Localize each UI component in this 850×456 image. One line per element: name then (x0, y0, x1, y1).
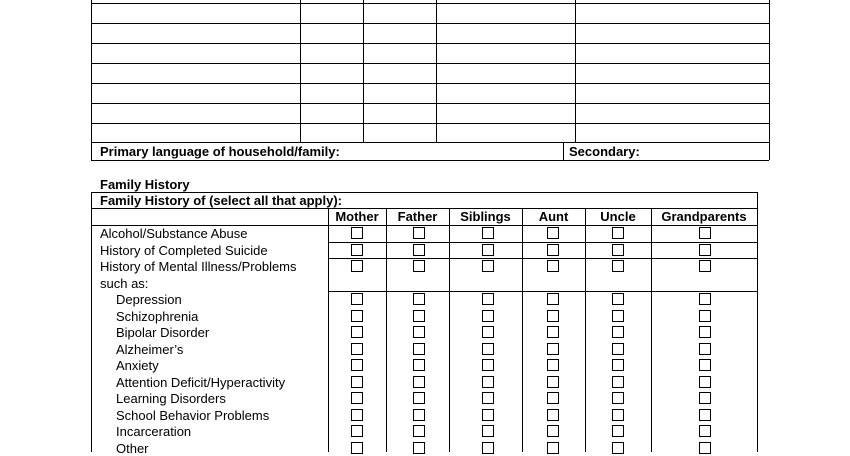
checkbox-mother[interactable] (351, 409, 363, 421)
checkbox-uncle[interactable] (612, 409, 624, 421)
row-label: Schizophrenia (116, 309, 199, 324)
family-history-title: Family History (100, 177, 190, 192)
column-header-mother: Mother (335, 209, 379, 224)
checkbox-father[interactable] (413, 425, 425, 437)
row-label: Learning Disorders (116, 391, 226, 406)
checkbox-uncle[interactable] (612, 310, 624, 322)
checkbox-uncle[interactable] (612, 392, 624, 404)
checkbox-uncle[interactable] (612, 442, 624, 454)
checkbox-siblings[interactable] (482, 409, 494, 421)
checkbox-aunt[interactable] (547, 227, 559, 239)
checkbox-grandparents[interactable] (699, 326, 711, 338)
checkbox-father[interactable] (413, 343, 425, 355)
checkbox-aunt[interactable] (547, 425, 559, 437)
row-label: Alcohol/Substance Abuse (100, 226, 248, 241)
checkbox-mother[interactable] (351, 359, 363, 371)
checkbox-aunt[interactable] (547, 260, 559, 272)
column-header-uncle: Uncle (600, 209, 636, 224)
row-label: Alzheimer’s (116, 342, 184, 357)
checkbox-aunt[interactable] (547, 343, 559, 355)
checkbox-father[interactable] (413, 227, 425, 239)
checkbox-mother[interactable] (351, 343, 363, 355)
checkbox-aunt[interactable] (547, 310, 559, 322)
checkbox-father[interactable] (413, 409, 425, 421)
primary-language-label: Primary language of household/family: (100, 144, 340, 159)
checkbox-aunt[interactable] (547, 326, 559, 338)
row-label: such as: (100, 276, 149, 291)
checkbox-father[interactable] (413, 376, 425, 388)
checkbox-uncle[interactable] (612, 425, 624, 437)
checkbox-father[interactable] (413, 244, 425, 256)
checkbox-grandparents[interactable] (699, 260, 711, 272)
checkbox-father[interactable] (413, 293, 425, 305)
checkbox-siblings[interactable] (482, 260, 494, 272)
checkbox-siblings[interactable] (482, 343, 494, 355)
row-label: History of Completed Suicide (100, 243, 268, 258)
checkbox-siblings[interactable] (482, 310, 494, 322)
checkbox-grandparents[interactable] (699, 293, 711, 305)
checkbox-aunt[interactable] (547, 359, 559, 371)
checkbox-uncle[interactable] (612, 376, 624, 388)
checkbox-siblings[interactable] (482, 442, 494, 454)
column-header-siblings: Siblings (460, 209, 511, 224)
checkbox-father[interactable] (413, 260, 425, 272)
checkbox-mother[interactable] (351, 442, 363, 454)
checkbox-father[interactable] (413, 359, 425, 371)
row-label: Bipolar Disorder (116, 325, 210, 340)
checkbox-mother[interactable] (351, 244, 363, 256)
checkbox-mother[interactable] (351, 260, 363, 272)
checkbox-mother[interactable] (351, 293, 363, 305)
checkbox-siblings[interactable] (482, 392, 494, 404)
checkbox-uncle[interactable] (612, 227, 624, 239)
checkbox-mother[interactable] (351, 425, 363, 437)
checkbox-mother[interactable] (351, 227, 363, 239)
checkbox-siblings[interactable] (482, 326, 494, 338)
column-header-grandparents: Grandparents (661, 209, 747, 224)
row-label: Other (116, 441, 149, 456)
checkbox-grandparents[interactable] (699, 442, 711, 454)
family-history-select-label: Family History of (select all that apply): (100, 193, 342, 208)
checkbox-siblings[interactable] (482, 376, 494, 388)
checkbox-father[interactable] (413, 442, 425, 454)
checkbox-grandparents[interactable] (699, 376, 711, 388)
checkbox-aunt[interactable] (547, 244, 559, 256)
checkbox-grandparents[interactable] (699, 425, 711, 437)
checkbox-mother[interactable] (351, 310, 363, 322)
checkbox-siblings[interactable] (482, 359, 494, 371)
checkbox-uncle[interactable] (612, 244, 624, 256)
checkbox-grandparents[interactable] (699, 310, 711, 322)
checkbox-grandparents[interactable] (699, 227, 711, 239)
checkbox-uncle[interactable] (612, 359, 624, 371)
checkbox-grandparents[interactable] (699, 409, 711, 421)
row-label: School Behavior Problems (116, 408, 270, 423)
checkbox-uncle[interactable] (612, 293, 624, 305)
checkbox-grandparents[interactable] (699, 359, 711, 371)
checkbox-uncle[interactable] (612, 326, 624, 338)
checkbox-grandparents[interactable] (699, 343, 711, 355)
checkbox-siblings[interactable] (482, 425, 494, 437)
row-label: Depression (116, 292, 182, 307)
checkbox-aunt[interactable] (547, 409, 559, 421)
checkbox-aunt[interactable] (547, 442, 559, 454)
checkbox-uncle[interactable] (612, 260, 624, 272)
checkbox-mother[interactable] (351, 376, 363, 388)
row-label: Attention Deficit/Hyperactivity (116, 375, 286, 390)
checkbox-aunt[interactable] (547, 392, 559, 404)
checkbox-father[interactable] (413, 392, 425, 404)
checkbox-aunt[interactable] (547, 376, 559, 388)
checkbox-siblings[interactable] (482, 293, 494, 305)
checkbox-father[interactable] (413, 326, 425, 338)
row-label: History of Mental Illness/Problems (100, 259, 297, 274)
checkbox-mother[interactable] (351, 392, 363, 404)
column-header-aunt: Aunt (538, 209, 569, 224)
column-header-father: Father (397, 209, 438, 224)
checkbox-siblings[interactable] (482, 227, 494, 239)
checkbox-aunt[interactable] (547, 293, 559, 305)
secondary-language-label: Secondary: (569, 144, 640, 159)
row-label: Anxiety (116, 358, 159, 373)
checkbox-grandparents[interactable] (699, 244, 711, 256)
checkbox-father[interactable] (413, 310, 425, 322)
checkbox-uncle[interactable] (612, 343, 624, 355)
row-label: Incarceration (116, 424, 192, 439)
checkbox-mother[interactable] (351, 326, 363, 338)
checkbox-grandparents[interactable] (699, 392, 711, 404)
checkbox-siblings[interactable] (482, 244, 494, 256)
